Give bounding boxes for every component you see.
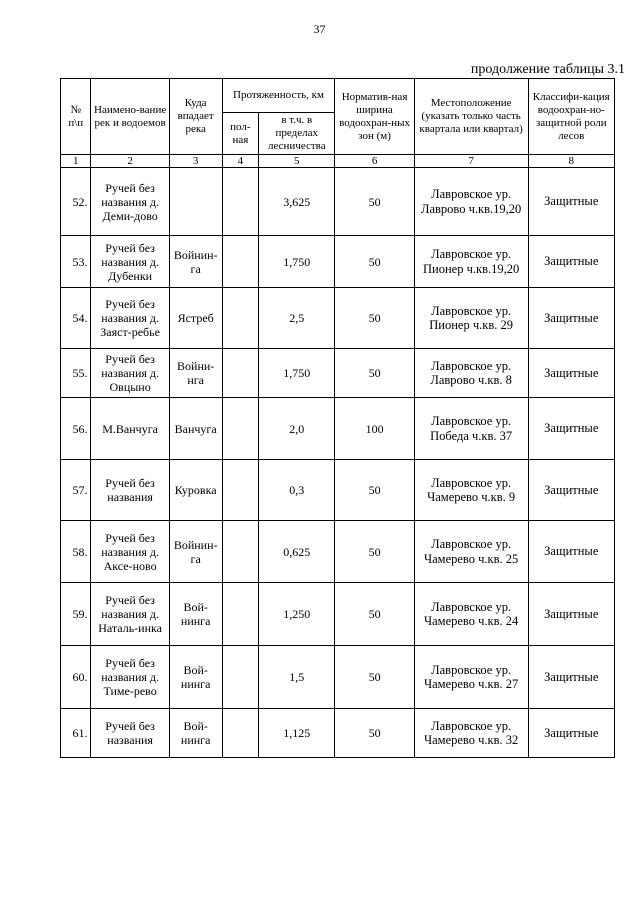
zone-width: 50 [335, 168, 414, 236]
row-number: 53. [61, 236, 91, 288]
length-full [222, 583, 259, 646]
location: Лавровское ур. Чамерево ч.кв. 24 [414, 583, 528, 646]
length-in-forest: 2,0 [259, 398, 335, 460]
length-full [222, 398, 259, 460]
zone-width: 50 [335, 236, 414, 288]
classification: Защитные [528, 349, 614, 398]
table-row [61, 349, 615, 398]
location: Лавровское ур. Лаврово ч.кв.19,20 [414, 168, 528, 236]
length-in-forest: 1,750 [259, 236, 335, 288]
location: Лавровское ур. Пионер ч.кв. 29 [414, 288, 528, 349]
classification: Защитные [528, 583, 614, 646]
table-row [61, 646, 615, 709]
length-full [222, 236, 259, 288]
table-continuation-caption: продолжение таблицы 3.1 [470, 62, 625, 77]
zone-width: 100 [335, 398, 414, 460]
col-number: 7 [414, 155, 528, 168]
header-flows-into: Куда впадает река [169, 79, 222, 155]
length-in-forest: 0,625 [259, 521, 335, 583]
col-number: 2 [91, 155, 169, 168]
classification: Защитные [528, 460, 614, 521]
row-number: 58. [61, 521, 91, 583]
table-row [61, 168, 615, 236]
length-in-forest: 1,750 [259, 349, 335, 398]
header-number: № п\п [61, 79, 91, 155]
flows-into: Вой-нинга [169, 709, 222, 758]
classification: Защитные [528, 236, 614, 288]
table-row [61, 236, 615, 288]
flows-into: Войнин-га [169, 236, 222, 288]
col-number: 1 [61, 155, 91, 168]
zone-width: 50 [335, 709, 414, 758]
classification: Защитные [528, 168, 614, 236]
location: Лавровское ур. Лаврово ч.кв. 8 [414, 349, 528, 398]
zone-width: 50 [335, 521, 414, 583]
length-in-forest: 2,5 [259, 288, 335, 349]
water-body-name: Ручей без названия д. Дубенки [91, 236, 169, 288]
length-in-forest: 1,250 [259, 583, 335, 646]
length-full [222, 709, 259, 758]
header-location: Местоположение (указать только часть квартала или квартал) [414, 79, 528, 155]
row-number: 57. [61, 460, 91, 521]
flows-into: Вой-нинга [169, 646, 222, 709]
header-zone-width: Норматив-ная ширина водоохран-ных зон (м) [335, 79, 414, 155]
water-body-name: Ручей без названия д. Заяст-ребье [91, 288, 169, 349]
water-body-name: Ручей без названия д. Тиме-рево [91, 646, 169, 709]
location: Лавровское ур. Чамерево ч.кв. 32 [414, 709, 528, 758]
location: Лавровское ур. Чамерево ч.кв. 27 [414, 646, 528, 709]
zone-width: 50 [335, 646, 414, 709]
length-in-forest: 1,5 [259, 646, 335, 709]
col-number: 3 [169, 155, 222, 168]
header-length-group: Протяженность, км [222, 79, 335, 113]
classification: Защитные [528, 288, 614, 349]
table-row [61, 460, 615, 521]
length-full [222, 168, 259, 236]
length-full [222, 646, 259, 709]
row-number: 55. [61, 349, 91, 398]
water-body-name: Ручей без названия [91, 709, 169, 758]
flows-into: Войнин-га [169, 521, 222, 583]
length-full [222, 521, 259, 583]
length-in-forest: 1,125 [259, 709, 335, 758]
row-number: 59. [61, 583, 91, 646]
header-classification: Классифи-кация водоохран-но-защитной роли лесов [528, 79, 614, 155]
water-body-name: Ручей без названия [91, 460, 169, 521]
row-number: 52. [61, 168, 91, 236]
col-number: 6 [335, 155, 414, 168]
length-full [222, 460, 259, 521]
row-number: 54. [61, 288, 91, 349]
water-body-name: М.Ванчуга [91, 398, 169, 460]
page-number: 37 [313, 22, 326, 36]
length-full [222, 349, 259, 398]
row-number: 60. [61, 646, 91, 709]
flows-into: Ванчуга [169, 398, 222, 460]
classification: Защитные [528, 646, 614, 709]
length-full [222, 288, 259, 349]
table-row [61, 398, 615, 460]
classification: Защитные [528, 709, 614, 758]
water-body-name: Ручей без названия д. Наталь-инка [91, 583, 169, 646]
zone-width: 50 [335, 583, 414, 646]
zone-width: 50 [335, 460, 414, 521]
length-in-forest: 0,3 [259, 460, 335, 521]
table-row [61, 709, 615, 758]
table-row [61, 583, 615, 646]
location: Лавровское ур. Чамерево ч.кв. 25 [414, 521, 528, 583]
zone-width: 50 [335, 349, 414, 398]
water-body-name: Ручей без названия д. Аксе-ново [91, 521, 169, 583]
col-number: 4 [222, 155, 259, 168]
table-row [61, 288, 615, 349]
table-row [61, 521, 615, 583]
location: Лавровское ур. Пионер ч.кв.19,20 [414, 236, 528, 288]
flows-into: Куровка [169, 460, 222, 521]
flows-into: Ястреб [169, 288, 222, 349]
header-length-in-forest: в т.ч. в пределах лесничества [259, 113, 335, 155]
flows-into: Вой-нинга [169, 583, 222, 646]
flows-into: Войни-нга [169, 349, 222, 398]
header-name: Наимено-вание рек и водоемов [91, 79, 169, 155]
column-numbers-row [61, 155, 615, 168]
water-body-name: Ручей без названия д. Овцыно [91, 349, 169, 398]
classification: Защитные [528, 521, 614, 583]
col-number: 8 [528, 155, 614, 168]
length-in-forest: 3,625 [259, 168, 335, 236]
zone-width: 50 [335, 288, 414, 349]
col-number: 5 [259, 155, 335, 168]
row-number: 61. [61, 709, 91, 758]
water-protection-table [60, 78, 615, 758]
location: Лавровское ур. Чамерево ч.кв. 9 [414, 460, 528, 521]
header-length-full: пол-ная [222, 113, 259, 155]
location: Лавровское ур. Победа ч.кв. 37 [414, 398, 528, 460]
classification: Защитные [528, 398, 614, 460]
row-number: 56. [61, 398, 91, 460]
flows-into [169, 168, 222, 236]
water-body-name: Ручей без названия д. Деми-дово [91, 168, 169, 236]
